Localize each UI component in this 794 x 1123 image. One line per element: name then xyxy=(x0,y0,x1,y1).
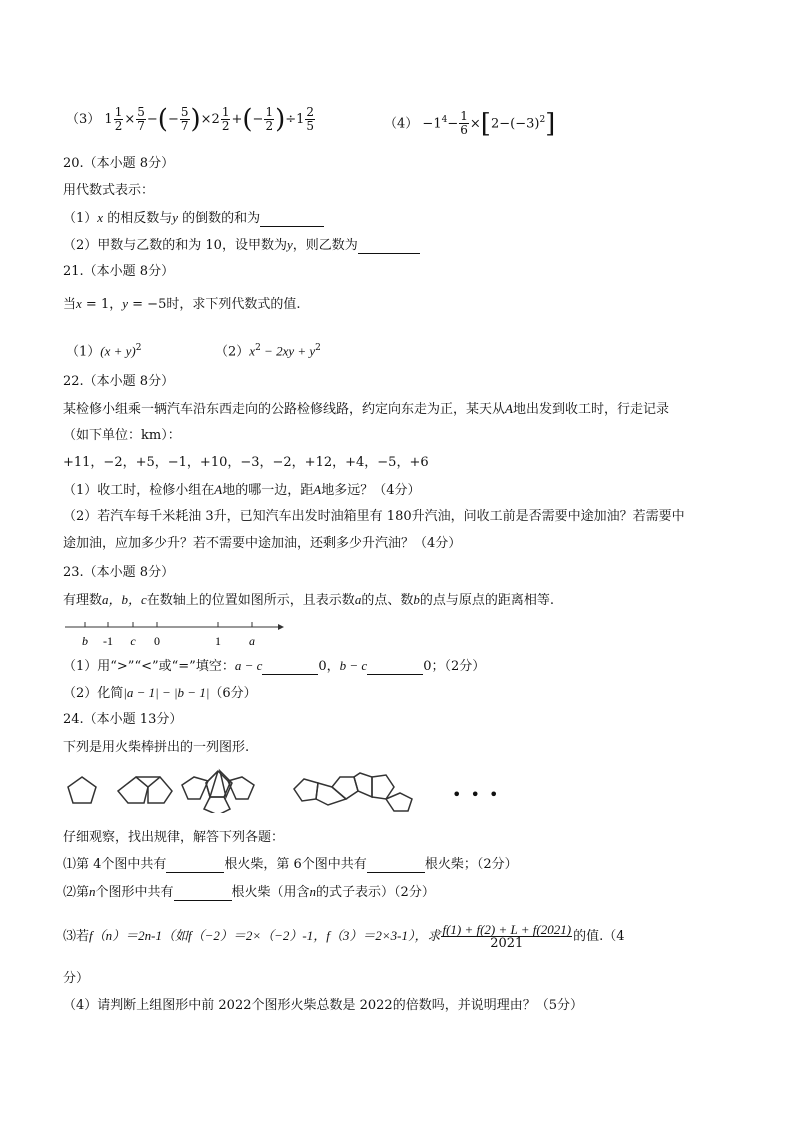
pentagon-figure-4 xyxy=(294,773,412,811)
q20-part2: （2）甲数与乙数的和为 10，设甲数为y，则乙数为 xyxy=(63,237,420,254)
axis-label-minus1: -1 xyxy=(103,634,113,648)
q21-expression-2: $(2)x^2 - 2xy + y^2$ xyxy=(215,343,321,360)
answer-blank[interactable] xyxy=(174,887,232,901)
q21-expression-1: $(1)(x + y)^2$ xyxy=(66,343,142,360)
pentagon-figure-2 xyxy=(118,777,172,803)
q21-header: 21.（本小题 8分） xyxy=(63,264,175,279)
answer-blank[interactable] xyxy=(260,213,324,227)
q22-text-line1: 某检修小组乘一辆汽车沿东西走向的公路检修线路，约定向东走为正，某天从A地出发到收工时，行走记录 xyxy=(63,401,669,417)
q24-part4: （4）请判断上组图形中前 2022个图形火柴总数是 2022的倍数吗，并说明理由？（5分） xyxy=(63,998,583,1013)
q19-part4: $(4) -1^4-$ $\frac{1}{6}$ $\times[2-(-3)^2]$ xyxy=(384,108,556,139)
axis-label-1: 1 xyxy=(215,634,221,648)
axis-label-0: 0 xyxy=(154,634,160,648)
answer-blank[interactable] xyxy=(358,240,420,254)
q21-condition: 当x = 1，y = −5时，求下列代数式的值. xyxy=(63,296,301,312)
ellipsis: • • • xyxy=(452,785,501,804)
q22-header: 22.（本小题 8分） xyxy=(63,374,175,389)
q22-text-line2: （如下单位：km）： xyxy=(63,428,181,443)
q22-part1: （1）收工时，检修小组在A地的哪一边，距A地多远？（4分） xyxy=(63,482,421,498)
q19-part3: （3） 1 $\frac{1}{2}$ × $\frac{5}{7}$ −(− $\frac{5}{7}$ )×2 $\frac{1}{2}$ +(− $\frac{1}{2}$ )÷1 $\frac{2}{5}$ xyxy=(66,104,315,135)
q22-part2-line1: （2）若汽车每千米耗油 3升，已知汽车出发时油箱里有 180升汽油，问收工前是否需要中途加油？若需要中 xyxy=(63,509,685,524)
q24-part2: ⑵第n个图形中共有 根火柴（用含n的式子表示）（2分） xyxy=(63,884,435,900)
q23-text: 有理数a，b，c在数轴上的位置如图所示，且表示数a的点、数b的点与原点的距离相等. xyxy=(63,592,554,608)
q20-part1: （1）x 的相反数与y 的倒数的和为 xyxy=(63,210,324,227)
answer-blank[interactable] xyxy=(166,859,224,873)
axis-label-b: b xyxy=(82,634,88,648)
axis-arrow-icon xyxy=(278,624,284,630)
q20-header: 20.（本小题 8分） xyxy=(63,156,175,171)
q24-part1: ⑴第 4个图中共有 根火柴，第 6个图中共有 根火柴；（2分） xyxy=(63,857,518,872)
q24-task: 仔细观察，找出规律，解答下列各题： xyxy=(63,830,285,845)
q23-header: 23.（本小题 8分） xyxy=(63,565,175,580)
matchstick-figures xyxy=(60,763,500,813)
q23-part2: （2）化简|a − 1| − |b − 1|（6分） xyxy=(63,685,257,701)
q24-part3: ⑶若f（n）＝2n-1（如f（−2）＝2×（−2）-1，f（3）＝2×3-1），求 $\frac{f(1) + f(2) + L + f(2021)}{2021}$ 的值.（4 xyxy=(63,922,625,951)
pentagon-figure-3 xyxy=(182,771,254,813)
q22-part2-line2: 途加油，应加多少升？若不需要中途加油，还剩多少升汽油？（4分） xyxy=(63,536,462,551)
q24-part3-tail: 分） xyxy=(63,971,90,986)
number-line xyxy=(60,615,290,651)
answer-blank[interactable] xyxy=(367,661,423,675)
answer-blank[interactable] xyxy=(262,661,318,675)
q24-intro: 下列是用火柴棒拼出的一列图形. xyxy=(63,740,250,755)
axis-label-c: c xyxy=(130,634,136,648)
pentagon-figure-1 xyxy=(68,777,96,803)
q24-header: 24.（本小题 13分） xyxy=(63,712,183,727)
answer-blank[interactable] xyxy=(367,859,425,873)
q20-intro: 用代数式表示： xyxy=(63,183,155,198)
q22-records: +11，−2，+5，−1，+10，−3，−2，+12，+4，−5，+6 xyxy=(63,455,429,470)
axis-label-a: a xyxy=(249,634,255,648)
q23-part1: （1）用“>”“<”或“=”填空：a − c 0，b − c 0；（2分） xyxy=(63,658,486,674)
